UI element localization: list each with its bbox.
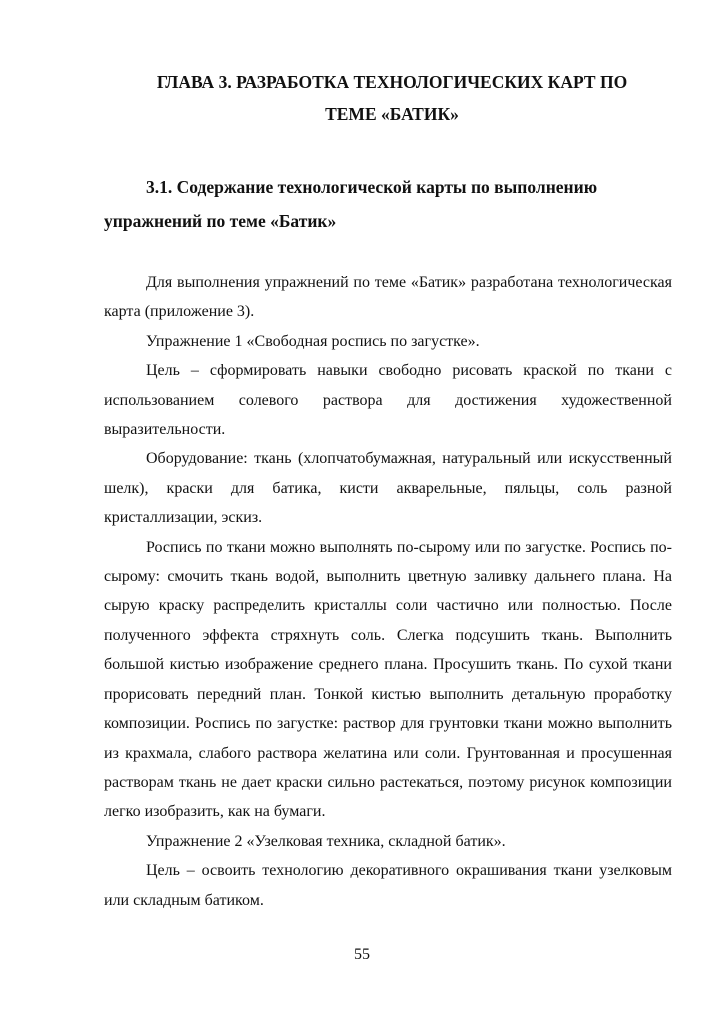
chapter-title (100, 66, 684, 130)
paragraph-exercise-2-goal: Цель – освоить технологию декоративного окрашивания ткани узелковым или складным батиком. (104, 862, 672, 909)
paragraph-exercise-1-method: Роспись по ткани можно выполнять по-сырому или по загустке. Роспись по-сырому: смочить ткань водой, выполнить цветную заливку дальнего плана. На сырую краску распределить кристаллы соли частично или полностью. После полученного эффекта стряхнуть соль. Слегка подсушить ткань. Выполнить большой кистью изображение среднего плана. Просушить ткань. По сухой ткани прорисовать передний план. Тонкой кистью выполнить детальную проработку композиции. Роспись по загустке: раствор для грунтовки ткани можно выполнить из крахмала, слабого раствора желатина или соли. Грунтованная и просушенная растворам ткань не дает краски сильно растекаться, поэтому рисунок композиции легко изобразить, как на бумаги. (104, 538, 672, 821)
paragraph-exercise-1-equipment: Оборудование: ткань (хлопчатобумажная, натуральный или искусственный шелк), краски для батика, кисти акварельные, пяльцы, соль разной кристаллизации, эскиз. (104, 450, 672, 527)
page-number: 55 (354, 946, 370, 963)
body-text (104, 268, 672, 915)
section-title-line-2: упражнений по теме «Батик» (104, 211, 337, 231)
paragraph-exercise-2-title: Упражнение 2 «Узелковая техника, складной батик». (146, 832, 506, 850)
chapter-title-line-1: ГЛАВА 3. РАЗРАБОТКА ТЕХНОЛОГИЧЕСКИХ КАРТ ПО (156, 72, 628, 92)
chapter-title-line-2: ТЕМЕ «БАТИК» (325, 104, 459, 124)
paragraph-intro: Для выполнения упражнений по теме «Батик» разработана технологическая карта (приложение 3). (104, 274, 672, 321)
section-title (104, 170, 674, 238)
section-title-line-1: 3.1. Содержание технологической карты по выполнению (146, 177, 598, 197)
paragraph-exercise-1-goal: Цель – сформировать навыки свободно рисовать краской по ткани с использованием солевого раствора для достижения художественной выразительности. (104, 362, 672, 439)
paragraph-exercise-1-title: Упражнение 1 «Свободная роспись по загустке». (146, 332, 480, 350)
